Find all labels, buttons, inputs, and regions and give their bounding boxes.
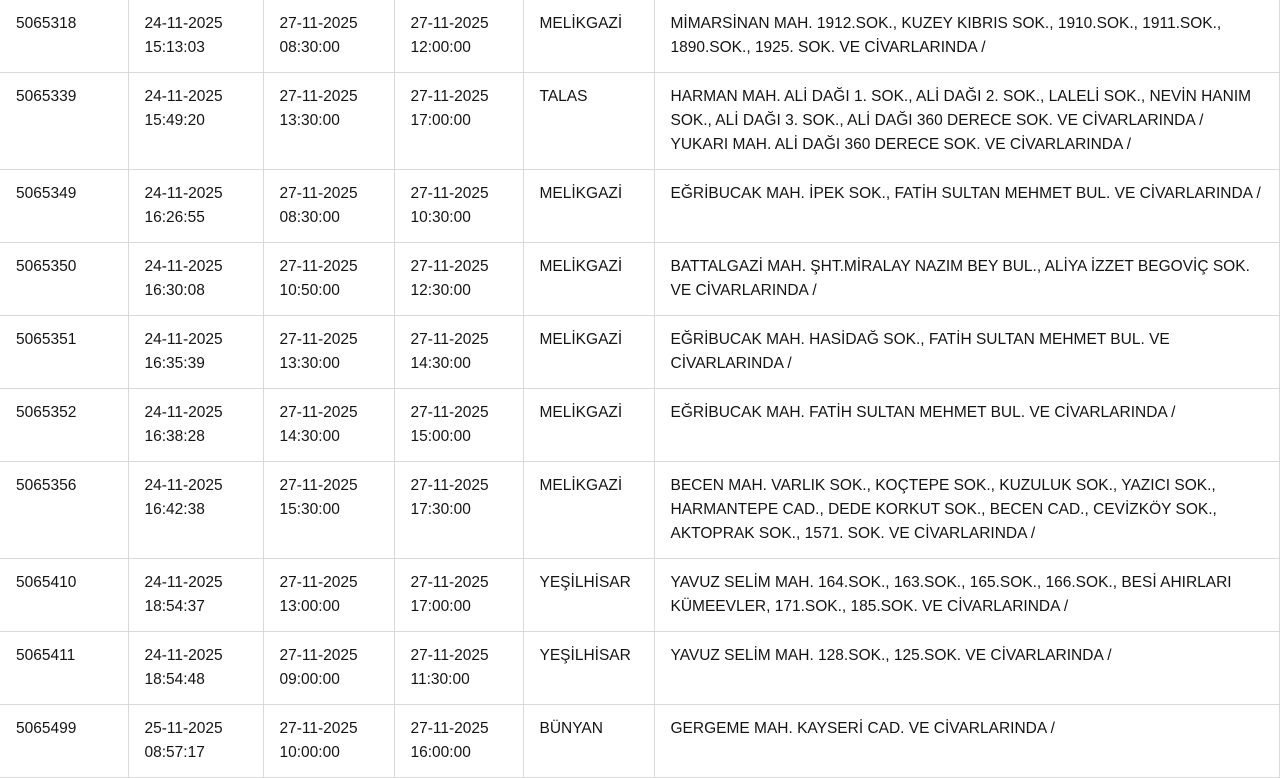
cell-outage-end bbox=[394, 0, 523, 73]
end-date: 27-11-2025 bbox=[410, 574, 489, 592]
record-time: 08:57:17 bbox=[144, 744, 205, 762]
outage-id-value: 5065411 bbox=[16, 647, 76, 665]
outage-id-value: 5065339 bbox=[16, 88, 77, 106]
record-time: 16:35:39 bbox=[144, 355, 205, 373]
record-date: 24-11-2025 bbox=[144, 185, 223, 203]
record-date: 24-11-2025 bbox=[144, 477, 223, 495]
table-row bbox=[0, 170, 1280, 243]
cell-outage-begin bbox=[263, 243, 394, 316]
end-time: 14:30:00 bbox=[410, 355, 471, 373]
cell-description: YAVUZ SELİM MAH. 164.SOK., 163.SOK., 165.SOK., 166.SOK., BESİ AHIRLARI KÜMEEVLER, 171.SOK., 185.SOK. VE CİVARLARINDA / bbox=[654, 559, 1280, 632]
begin-time: 14:30:00 bbox=[279, 428, 340, 446]
cell-outage-begin bbox=[263, 73, 394, 170]
record-time: 18:54:48 bbox=[144, 671, 205, 689]
cell-record-datetime bbox=[128, 243, 263, 316]
cell-outage-end bbox=[394, 73, 523, 170]
table-row bbox=[0, 73, 1280, 170]
outage-id-value: 5065356 bbox=[16, 477, 77, 495]
record-time: 18:54:37 bbox=[144, 598, 205, 616]
district-value: MELİKGAZİ bbox=[539, 185, 623, 203]
table-row bbox=[0, 559, 1280, 632]
district-value: MELİKGAZİ bbox=[539, 258, 623, 276]
outage-id-value: 5065318 bbox=[16, 15, 77, 32]
cell-record-datetime bbox=[128, 0, 263, 73]
cell-description: BATTALGAZİ MAH. ŞHT.MİRALAY NAZIM BEY BUL., ALİYA İZZET BEGOVİÇ SOK. VE CİVARLARINDA / bbox=[654, 243, 1280, 316]
begin-time: 08:30:00 bbox=[279, 209, 340, 227]
cell-description: HARMAN MAH. ALİ DAĞI 1. SOK., ALİ DAĞI 2. SOK., LALELİ SOK., NEVİN HANIM SOK., ALİ DAĞI 3. SOK., ALİ DAĞI 360 DERECE SOK. VE CİVARLARINDA / YUKARI MAH. ALİ DAĞI 360 DERECE SOK. VE CİVARLARINDA / bbox=[654, 73, 1280, 170]
outage-id-value: 5065352 bbox=[16, 404, 77, 422]
cell-outage-begin bbox=[263, 705, 394, 778]
district-value: TALAS bbox=[539, 88, 588, 106]
end-date: 27-11-2025 bbox=[410, 404, 489, 422]
record-date: 24-11-2025 bbox=[144, 331, 223, 349]
begin-time: 10:50:00 bbox=[279, 282, 340, 300]
end-date: 27-11-2025 bbox=[410, 720, 489, 738]
cell-description: YAVUZ SELİM MAH. 128.SOK., 125.SOK. VE CİVARLARINDA / bbox=[654, 632, 1280, 705]
cell-description: GERGEME MAH. KAYSERİ CAD. VE CİVARLARINDA / bbox=[654, 705, 1280, 778]
begin-time: 13:30:00 bbox=[279, 355, 340, 373]
end-time: 11:30:00 bbox=[410, 671, 470, 689]
begin-time: 15:30:00 bbox=[279, 501, 340, 519]
cell-description: BECEN MAH. VARLIK SOK., KOÇTEPE SOK., KUZULUK SOK., YAZICI SOK., HARMANTEPE CAD., DEDE KORKUT SOK., BECEN CAD., CEVİZKÖY SOK., AKTOPRAK SOK., 1571. SOK. VE CİVARLARINDA / bbox=[654, 462, 1280, 559]
cell-outage-id bbox=[0, 316, 128, 389]
cell-outage-id bbox=[0, 462, 128, 559]
begin-date: 27-11-2025 bbox=[279, 477, 358, 495]
cell-outage-begin bbox=[263, 316, 394, 389]
cell-outage-end bbox=[394, 632, 523, 705]
table-row bbox=[0, 389, 1280, 462]
cell-district bbox=[523, 0, 654, 73]
begin-time: 13:30:00 bbox=[279, 112, 340, 130]
cell-outage-begin bbox=[263, 462, 394, 559]
begin-date: 27-11-2025 bbox=[279, 15, 358, 32]
record-date: 24-11-2025 bbox=[144, 15, 223, 32]
cell-outage-begin bbox=[263, 0, 394, 73]
cell-description: EĞRİBUCAK MAH. FATİH SULTAN MEHMET BUL. VE CİVARLARINDA / bbox=[654, 389, 1280, 462]
cell-outage-end bbox=[394, 243, 523, 316]
end-time: 15:00:00 bbox=[410, 428, 471, 446]
begin-date: 27-11-2025 bbox=[279, 404, 358, 422]
cell-district bbox=[523, 316, 654, 389]
begin-date: 27-11-2025 bbox=[279, 720, 358, 738]
end-time: 12:30:00 bbox=[410, 282, 471, 300]
end-time: 17:30:00 bbox=[410, 501, 471, 519]
record-date: 25-11-2025 bbox=[144, 720, 223, 738]
table-row bbox=[0, 462, 1280, 559]
cell-outage-begin bbox=[263, 170, 394, 243]
end-date: 27-11-2025 bbox=[410, 258, 489, 276]
cell-description: MİMARSİNAN MAH. 1912.SOK., KUZEY KIBRIS SOK., 1910.SOK., 1911.SOK., 1890.SOK., 1925. SOK. VE CİVARLARINDA / bbox=[654, 0, 1280, 73]
outage-id-value: 5065350 bbox=[16, 258, 77, 276]
district-value: MELİKGAZİ bbox=[539, 331, 623, 349]
table-row bbox=[0, 632, 1280, 705]
outage-id-value: 5065349 bbox=[16, 185, 77, 203]
record-date: 24-11-2025 bbox=[144, 574, 223, 592]
begin-time: 10:00:00 bbox=[279, 744, 340, 762]
table-row bbox=[0, 243, 1280, 316]
end-date: 27-11-2025 bbox=[410, 331, 489, 349]
cell-outage-end bbox=[394, 170, 523, 243]
end-date: 27-11-2025 bbox=[410, 477, 489, 495]
begin-date: 27-11-2025 bbox=[279, 258, 358, 276]
begin-date: 27-11-2025 bbox=[279, 185, 358, 203]
end-time: 17:00:00 bbox=[410, 112, 471, 130]
record-time: 15:49:20 bbox=[144, 112, 205, 130]
cell-district bbox=[523, 170, 654, 243]
end-date: 27-11-2025 bbox=[410, 15, 489, 32]
record-date: 24-11-2025 bbox=[144, 404, 223, 422]
district-value: MELİKGAZİ bbox=[539, 404, 623, 422]
begin-date: 27-11-2025 bbox=[279, 574, 358, 592]
cell-outage-begin bbox=[263, 389, 394, 462]
cell-outage-end bbox=[394, 389, 523, 462]
cell-description: EĞRİBUCAK MAH. HASİDAĞ SOK., FATİH SULTAN MEHMET BUL. VE CİVARLARINDA / bbox=[654, 316, 1280, 389]
cell-outage-id bbox=[0, 243, 128, 316]
outage-id-value: 5065351 bbox=[16, 331, 77, 349]
cell-record-datetime bbox=[128, 632, 263, 705]
record-time: 16:26:55 bbox=[144, 209, 205, 227]
end-time: 10:30:00 bbox=[410, 209, 471, 227]
cell-district bbox=[523, 462, 654, 559]
cell-outage-id bbox=[0, 0, 128, 73]
end-date: 27-11-2025 bbox=[410, 647, 489, 665]
cell-outage-end bbox=[394, 316, 523, 389]
cell-record-datetime bbox=[128, 705, 263, 778]
cell-district bbox=[523, 632, 654, 705]
district-value: BÜNYAN bbox=[539, 720, 603, 738]
record-time: 16:30:08 bbox=[144, 282, 205, 300]
table-row bbox=[0, 316, 1280, 389]
table-row bbox=[0, 705, 1280, 778]
cell-outage-end bbox=[394, 559, 523, 632]
cell-record-datetime bbox=[128, 389, 263, 462]
end-date: 27-11-2025 bbox=[410, 185, 489, 203]
begin-date: 27-11-2025 bbox=[279, 647, 358, 665]
cell-record-datetime bbox=[128, 170, 263, 243]
cell-district bbox=[523, 705, 654, 778]
record-time: 15:13:03 bbox=[144, 39, 205, 57]
begin-time: 13:00:00 bbox=[279, 598, 340, 616]
end-time: 17:00:00 bbox=[410, 598, 471, 616]
cell-outage-begin bbox=[263, 632, 394, 705]
end-time: 16:00:00 bbox=[410, 744, 471, 762]
outage-id-value: 5065410 bbox=[16, 574, 77, 592]
district-value: YEŞİLHİSAR bbox=[539, 647, 631, 665]
district-value: MELİKGAZİ bbox=[539, 15, 623, 32]
begin-date: 27-11-2025 bbox=[279, 88, 358, 106]
outage-id-value: 5065499 bbox=[16, 720, 77, 738]
cell-district bbox=[523, 243, 654, 316]
begin-time: 08:30:00 bbox=[279, 39, 340, 57]
cell-district bbox=[523, 73, 654, 170]
cell-outage-id bbox=[0, 170, 128, 243]
cell-record-datetime bbox=[128, 316, 263, 389]
record-time: 16:38:28 bbox=[144, 428, 205, 446]
record-date: 24-11-2025 bbox=[144, 647, 223, 665]
end-time: 12:00:00 bbox=[410, 39, 471, 57]
cell-description: EĞRİBUCAK MAH. İPEK SOK., FATİH SULTAN MEHMET BUL. VE CİVARLARINDA / bbox=[654, 170, 1280, 243]
cell-outage-begin bbox=[263, 559, 394, 632]
cell-record-datetime bbox=[128, 462, 263, 559]
begin-time: 09:00:00 bbox=[279, 671, 340, 689]
cell-outage-id bbox=[0, 389, 128, 462]
cell-district bbox=[523, 559, 654, 632]
record-time: 16:42:38 bbox=[144, 501, 205, 519]
cell-outage-id bbox=[0, 73, 128, 170]
cell-district bbox=[523, 389, 654, 462]
end-date: 27-11-2025 bbox=[410, 88, 489, 106]
district-value: MELİKGAZİ bbox=[539, 477, 623, 495]
table-row bbox=[0, 0, 1280, 73]
cell-outage-id bbox=[0, 559, 128, 632]
cell-outage-end bbox=[394, 705, 523, 778]
record-date: 24-11-2025 bbox=[144, 258, 223, 276]
cell-outage-end bbox=[394, 462, 523, 559]
district-value: YEŞİLHİSAR bbox=[539, 574, 631, 592]
begin-date: 27-11-2025 bbox=[279, 331, 358, 349]
cell-record-datetime bbox=[128, 559, 263, 632]
cell-record-datetime bbox=[128, 73, 263, 170]
record-date: 24-11-2025 bbox=[144, 88, 223, 106]
cell-outage-id bbox=[0, 632, 128, 705]
cell-outage-id bbox=[0, 705, 128, 778]
